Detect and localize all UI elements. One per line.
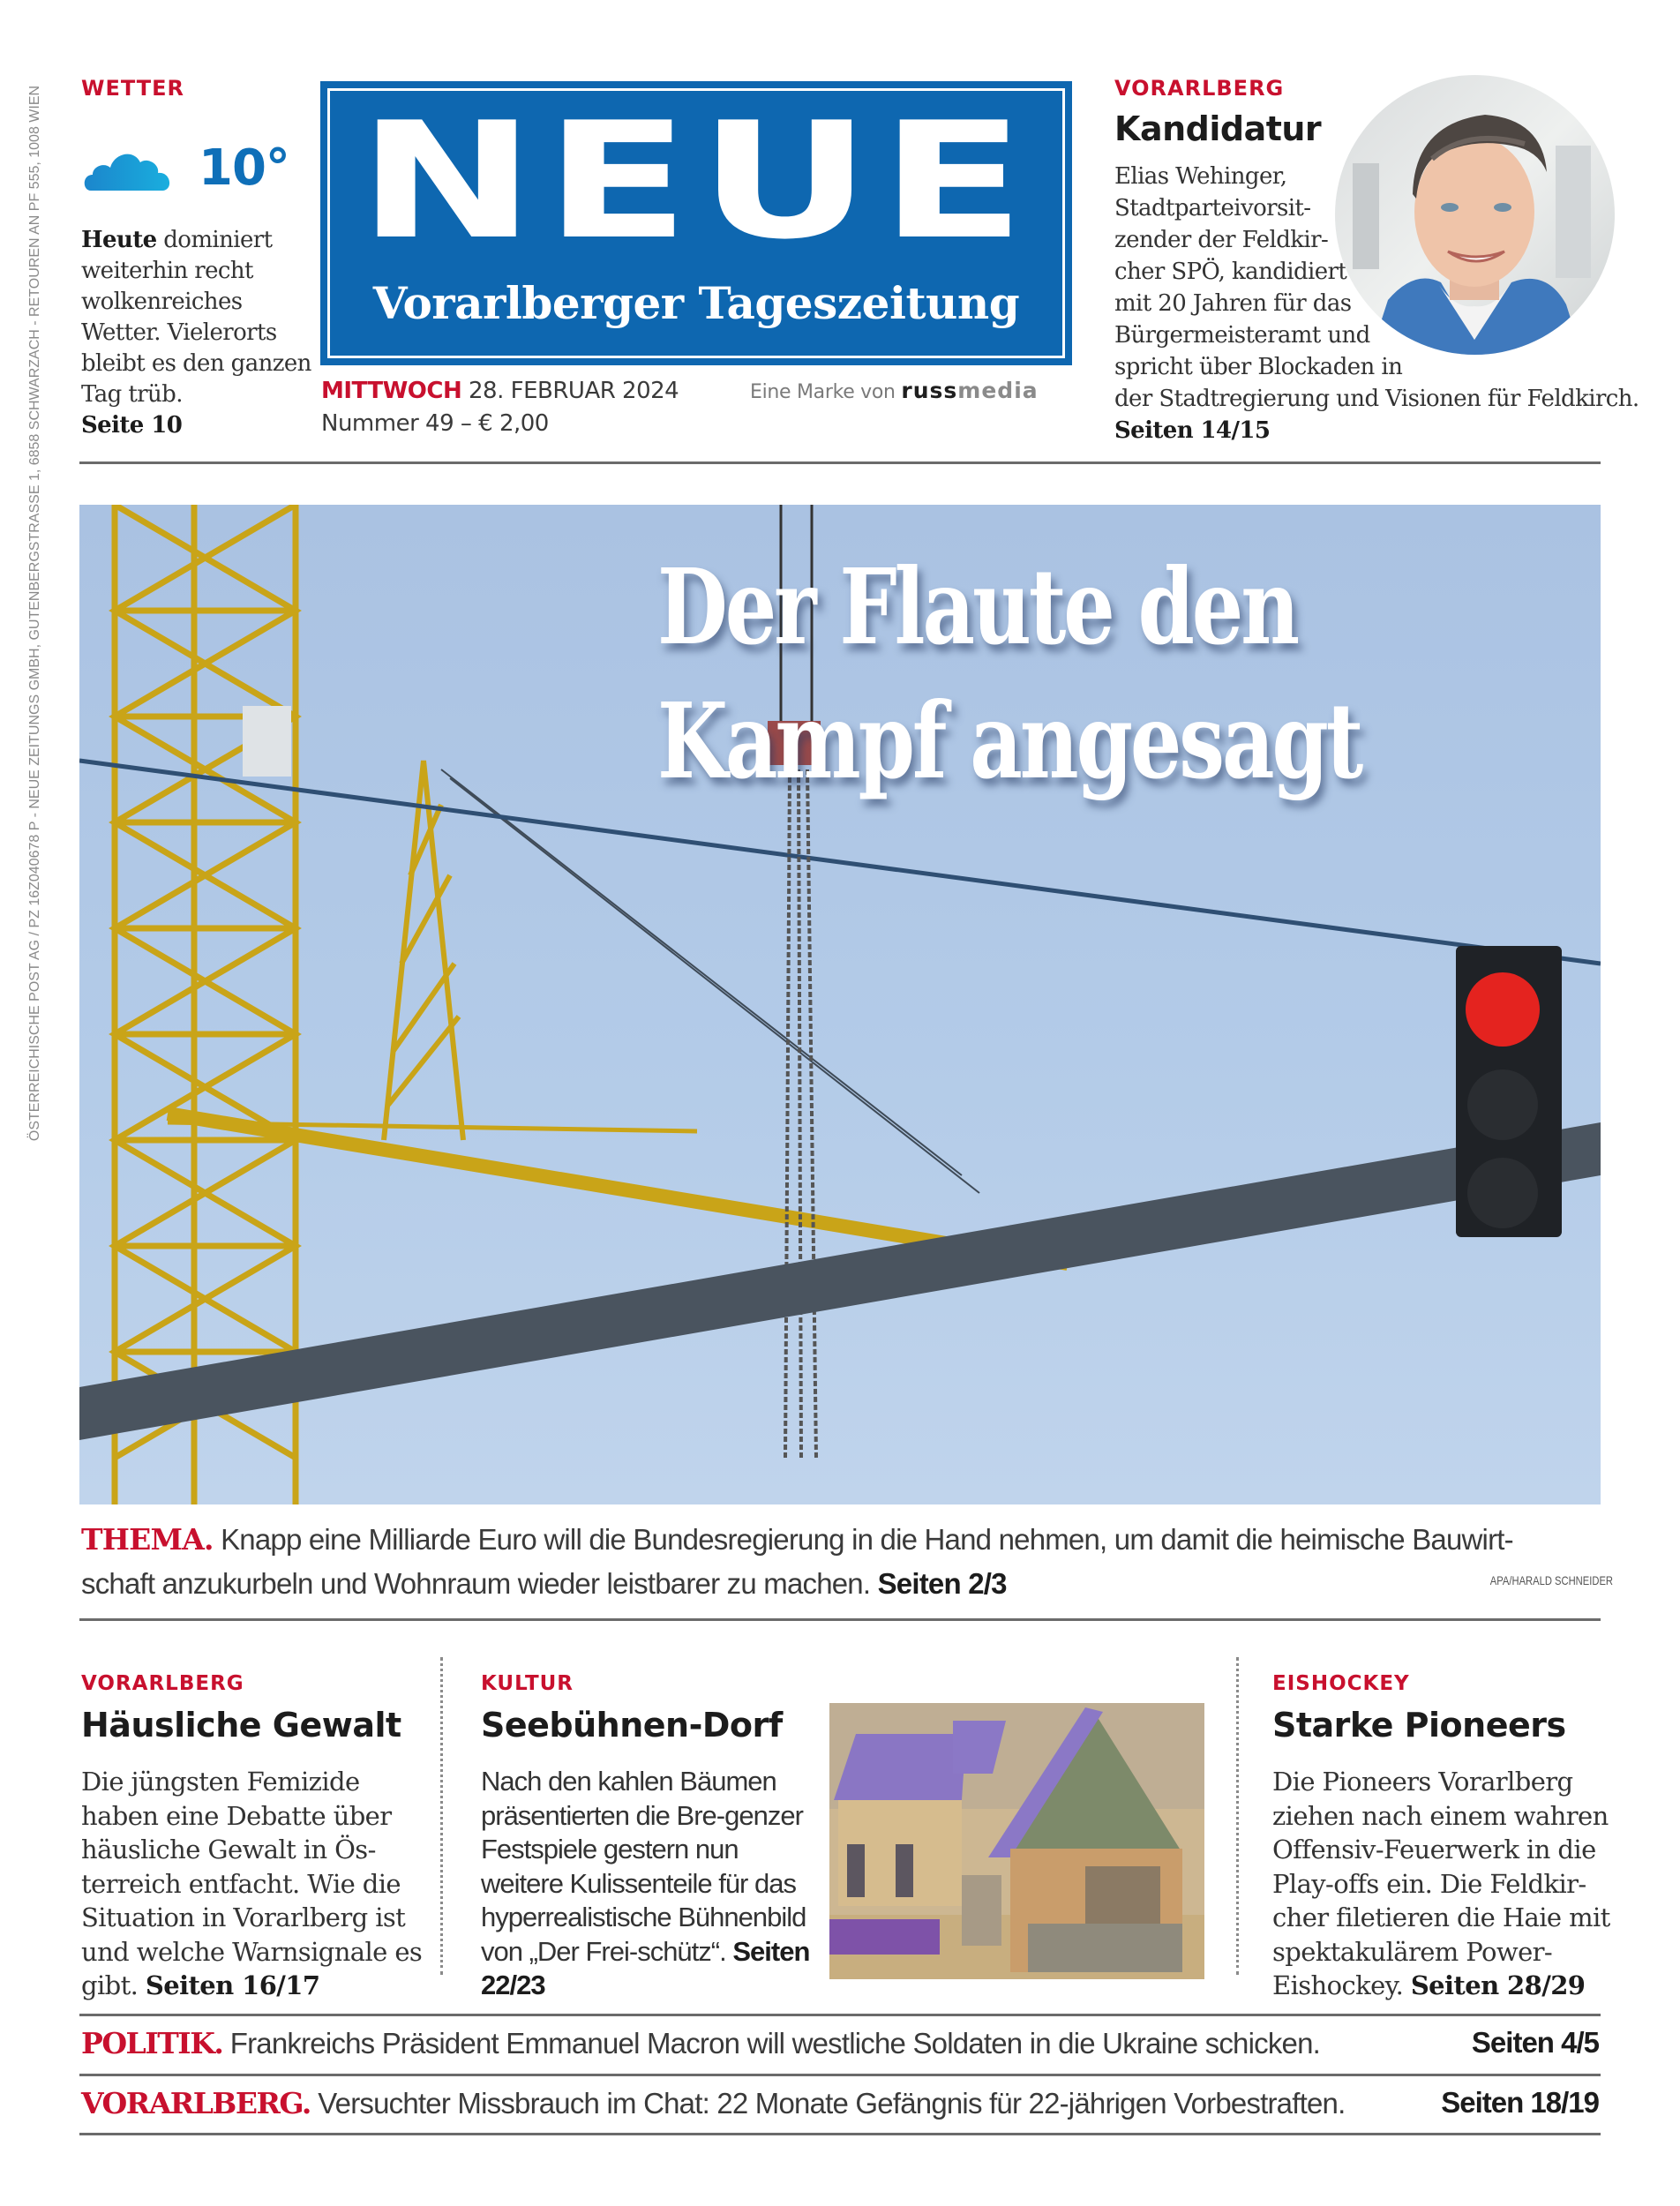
teaser-kicker: POLITIK. [81, 2026, 223, 2060]
main-story-caption [81, 1518, 1581, 1606]
weather-lead: Heute [81, 227, 157, 253]
weather-section-label: WETTER [81, 76, 185, 101]
article-page-link[interactable]: Seiten 22/23 [481, 1935, 810, 2000]
weekday: MITTWOCH [321, 378, 462, 404]
traffic-light-illustration [1456, 946, 1562, 1237]
article-teaser [81, 1765, 434, 2003]
teaser-text: Frankreichs Präsident Emmanuel Macron will westliche Soldaten in die Ukraine schicken. [222, 2027, 1321, 2060]
section-divider [79, 2014, 1601, 2016]
section-divider [79, 2074, 1601, 2076]
thema-text: Knapp eine Milliarde Euro will die Bundesregierung in die Hand nehmen, um damit die heimische Bauwirt-schaft anzukurbeln und Wohnraum wieder leistbarer zu machen. [81, 1523, 1513, 1600]
article-page-link[interactable]: Seiten 16/17 [145, 1970, 320, 2000]
cloud-icon [82, 141, 175, 194]
brand-russ: russ [901, 378, 958, 403]
article-headline[interactable]: Seebühnen-Dorf [481, 1706, 783, 1745]
teaser-vorarlberg[interactable] [81, 2086, 1599, 2120]
second-crane-illustration [168, 761, 1068, 1264]
main-headline-line-2: Kampf angesagt [657, 679, 1361, 802]
weather-page-link[interactable]: Seite 10 [81, 412, 183, 439]
traffic-light-pole [79, 1122, 1601, 1440]
brand-media: media [957, 378, 1039, 403]
crane-sign-k1 [243, 706, 291, 777]
temperature: 10° [199, 139, 289, 197]
column-separator [1236, 1657, 1239, 1975]
article-kicker: EISHOCKEY [1272, 1672, 1410, 1695]
thema-kicker: THEMA. [81, 1522, 214, 1557]
kandidatur-line: Stadtparteivorsit- [1114, 195, 1311, 221]
date: 28. FEBRUAR 2024 [461, 378, 679, 404]
kandidatur-line: cher SPÖ, kandidiert [1114, 259, 1347, 285]
article-text: Nach den kahlen Bäumen präsentierten die Bre-genzer Festspiele gestern nun weitere Kulissenteile für das hyperrealistische Bühnenbild von „Der Frei-schütz“. [481, 1766, 806, 1967]
crane-cables [79, 761, 1601, 1193]
kandidatur-kicker: VORARLBERG [1114, 76, 1285, 101]
masthead-logo[interactable] [320, 81, 1072, 365]
issue-date [321, 378, 679, 404]
column-separator [440, 1657, 443, 1975]
teaser-text: Versuchter Missbrauch im Chat: 22 Monate Gefängnis für 22-jährigen Vorbestraften. [310, 2087, 1346, 2120]
article-text: Die Pioneers Vorarlberg ziehen nach einem wahren Offensiv-Feuerwerk in die Play-offs ein. Die Feldkir-cher filetieren die Haie mit spektakulärem Power-Eishockey. [1272, 1767, 1610, 2000]
article-kicker: VORARLBERG [81, 1672, 244, 1695]
article-headline[interactable]: Starke Pioneers [1272, 1706, 1566, 1745]
teaser-page-link[interactable]: Seiten 4/5 [1471, 2026, 1599, 2059]
kandidatur-line: mit 20 Jahren für das [1114, 290, 1352, 317]
weather-description: dominiert weiterhin recht wolkenreiches Wetter. Vielerorts bleibt es den ganzen Tag trüb. [81, 227, 311, 408]
small-shed-illustration [962, 1875, 1001, 1946]
main-headline[interactable] [657, 540, 1361, 808]
article-teaser [481, 1765, 816, 2003]
teaser-page-link[interactable]: Seiten 18/19 [1441, 2086, 1599, 2119]
section-divider [79, 1618, 1601, 1621]
article-page-link[interactable]: Seiten 28/29 [1410, 1970, 1586, 2000]
article-kicker: KULTUR [481, 1672, 574, 1695]
stage-set-photo[interactable] [829, 1703, 1204, 1979]
main-headline-line-1: Der Flaute den [657, 545, 1298, 668]
kandidatur-page-link[interactable]: Seiten 14/15 [1114, 417, 1271, 444]
article-headline[interactable]: Häusliche Gewalt [81, 1706, 401, 1745]
kandidatur-line: spricht über Blockaden in [1114, 354, 1403, 380]
logo-title: NEUE [357, 87, 1035, 274]
teaser-politik[interactable] [81, 2026, 1599, 2060]
portrait-photo [1335, 75, 1615, 355]
main-story-photo[interactable] [79, 505, 1601, 1504]
postal-imprint [22, 79, 49, 1147]
thema-page-link[interactable]: Seiten 2/3 [877, 1567, 1007, 1600]
kandidatur-headline[interactable]: Kandidatur [1114, 109, 1322, 148]
section-divider [79, 2133, 1601, 2135]
weather-text [81, 225, 319, 441]
article-teaser [1272, 1765, 1625, 2003]
postal-imprint-text: ÖSTERREICHISCHE POST AG / PZ 16Z040678 P - NEUE ZEITUNGS GMBH, GUTENBERGSTRASSE 1, 6858 SCHWARZACH - RETOUREN AN PF 555, 1008 WIEN [27, 85, 42, 1142]
logo-subtitle: Vorarlberger Tageszeitung [372, 277, 1020, 329]
issue-number-price: Nummer 49 – € 2,00 [321, 410, 549, 437]
kandidatur-line: der Stadtregierung und Visionen für Feldkirch. [1114, 386, 1639, 412]
kandidatur-line: Bürgermeisteramt und [1114, 322, 1370, 349]
article-text: Die jüngsten Femizide haben eine Debatte über häusliche Gewalt in Ös-terreich entfacht. Wie die Situation in Vorarlberg ist und welche Warnsignale es gibt. [81, 1767, 423, 2000]
teaser-kicker: VORARLBERG. [81, 2086, 311, 2120]
brand-line [750, 378, 1039, 403]
brand-prefix: Eine Marke von [750, 381, 902, 403]
kandidatur-line: Elias Wehinger, [1114, 163, 1287, 190]
photo-credit: APA/HARALD SCHNEIDER [1489, 1573, 1614, 1587]
kandidatur-line: zender der Feldkir- [1114, 227, 1329, 253]
section-divider [79, 461, 1601, 464]
